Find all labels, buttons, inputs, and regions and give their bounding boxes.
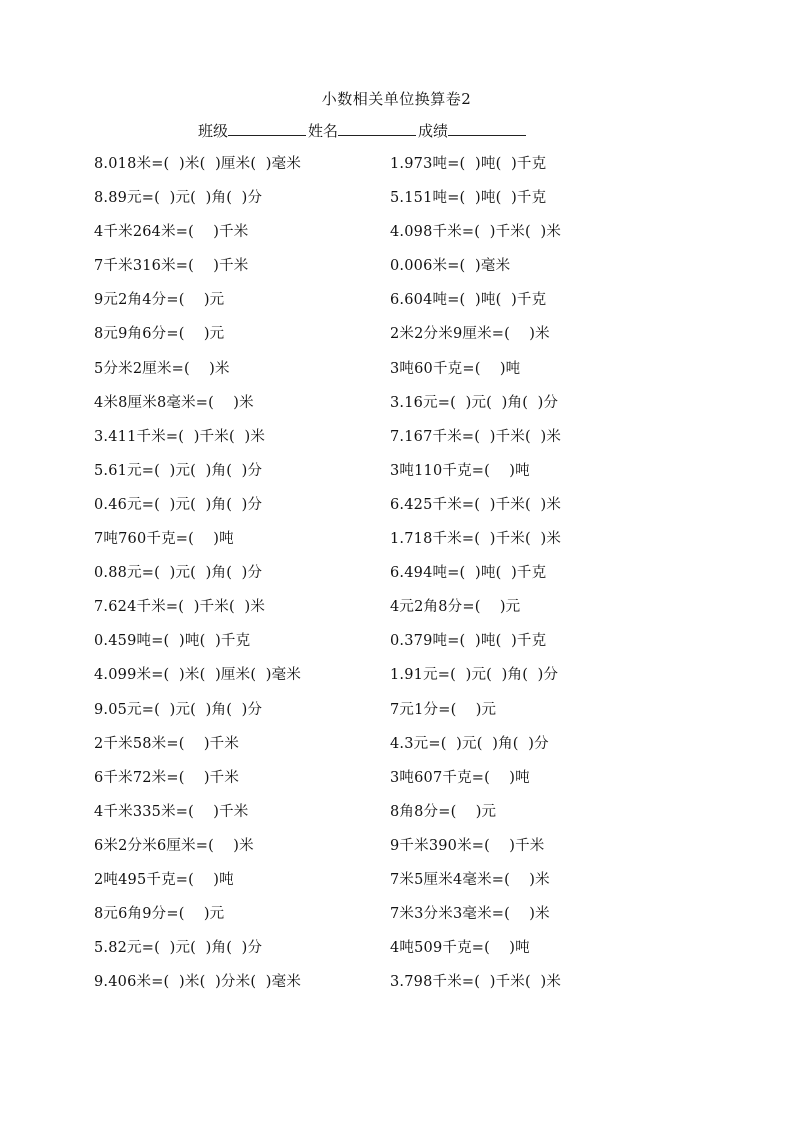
question-item: 4元2角8分=( )元 [390, 599, 521, 616]
question-item: 3吨607千克=( )吨 [390, 769, 530, 786]
question-item: 7米5厘米4毫米=( )米 [390, 871, 550, 888]
question-item: 8.89元=( )元( )角( )分 [94, 190, 263, 207]
question-item: 5.61元=( )元( )角( )分 [94, 462, 263, 479]
question-item: 7米3分米3毫米=( )米 [390, 906, 550, 923]
question-item: 1.91元=( )元( )角( )分 [390, 667, 559, 684]
question-item: 0.006米=( )毫米 [390, 258, 511, 275]
question-item: 4.3元=( )元( )角( )分 [390, 735, 549, 752]
question-item: 5.82元=( )元( )角( )分 [94, 940, 263, 957]
question-item: 2米2分米9厘米=( )米 [390, 326, 550, 343]
question-item: 1.973吨=( )吨( )千克 [390, 156, 547, 172]
score-label: 成绩 [418, 122, 449, 140]
question-item: 3.411千米=( )千米( )米 [94, 428, 266, 445]
question-item: 4千米264米=( )千米 [94, 224, 249, 241]
question-item: 7千米316米=( )千米 [94, 258, 249, 275]
class-label: 班级 [198, 122, 229, 140]
page-title: 小数相关单位换算卷2 [321, 90, 472, 108]
question-item: 3吨60千克=( )吨 [390, 360, 521, 377]
question-item: 2千米58米=( )千米 [94, 735, 240, 752]
question-item: 9千米390米=( )千米 [390, 837, 545, 854]
left-question-column [94, 153, 301, 1005]
question-item: 0.379吨=( )吨( )千克 [390, 633, 547, 650]
question-item: 4.098千米=( )千米( )米 [390, 224, 562, 241]
question-item: 9.05元=( )元( )角( )分 [94, 701, 263, 718]
question-item: 8元9角6分=( )元 [94, 326, 225, 343]
name-label: 姓名 [308, 122, 339, 140]
question-item: 7.167千米=( )千米( )米 [390, 428, 562, 445]
question-item: 0.88元=( )元( )角( )分 [94, 565, 263, 582]
question-item: 4吨509千克=( )吨 [390, 940, 530, 957]
question-item: 8角8分=( )元 [390, 803, 497, 820]
question-item: 6.494吨=( )吨( )千克 [390, 565, 547, 582]
question-item: 0.46元=( )元( )角( )分 [94, 496, 263, 513]
question-item: 3.16元=( )元( )角( )分 [390, 394, 559, 411]
question-item: 2吨495千克=( )吨 [94, 871, 234, 888]
question-item: 7元1分=( )元 [390, 701, 497, 718]
question-item: 9元2角4分=( )元 [94, 292, 225, 309]
question-item: 3.798千米=( )千米( )米 [390, 974, 562, 991]
question-item: 7.624千米=( )千米( )米 [94, 599, 266, 616]
question-item: 6千米72米=( )千米 [94, 769, 240, 786]
score-blank [448, 121, 526, 136]
question-item: 1.718千米=( )千米( )米 [390, 531, 562, 548]
student-info-header [198, 120, 528, 141]
question-item: 7吨760千克=( )吨 [94, 531, 234, 548]
question-item: 3吨110千克=( )吨 [390, 462, 530, 479]
question-item: 5.151吨=( )吨( )千克 [390, 190, 547, 207]
question-item: 4.099米=( )米( )厘米( )毫米 [94, 667, 302, 684]
right-question-column [390, 153, 561, 1005]
question-item: 4千米335米=( )千米 [94, 803, 249, 820]
question-item: 0.459吨=( )吨( )千克 [94, 633, 251, 650]
name-blank [338, 121, 416, 136]
question-item: 8.018米=( )米( )厘米( )毫米 [94, 156, 302, 172]
question-item: 5分米2厘米=( )米 [94, 360, 230, 377]
question-item: 9.406米=( )米( )分米( )毫米 [94, 974, 302, 991]
question-item: 6.425千米=( )千米( )米 [390, 496, 562, 513]
question-item: 6.604吨=( )吨( )千克 [390, 292, 547, 309]
class-blank [228, 121, 306, 136]
question-item: 8元6角9分=( )元 [94, 906, 225, 923]
question-item: 6米2分米6厘米=( )米 [94, 837, 254, 854]
question-item: 4米8厘米8毫米=( )米 [94, 394, 254, 411]
